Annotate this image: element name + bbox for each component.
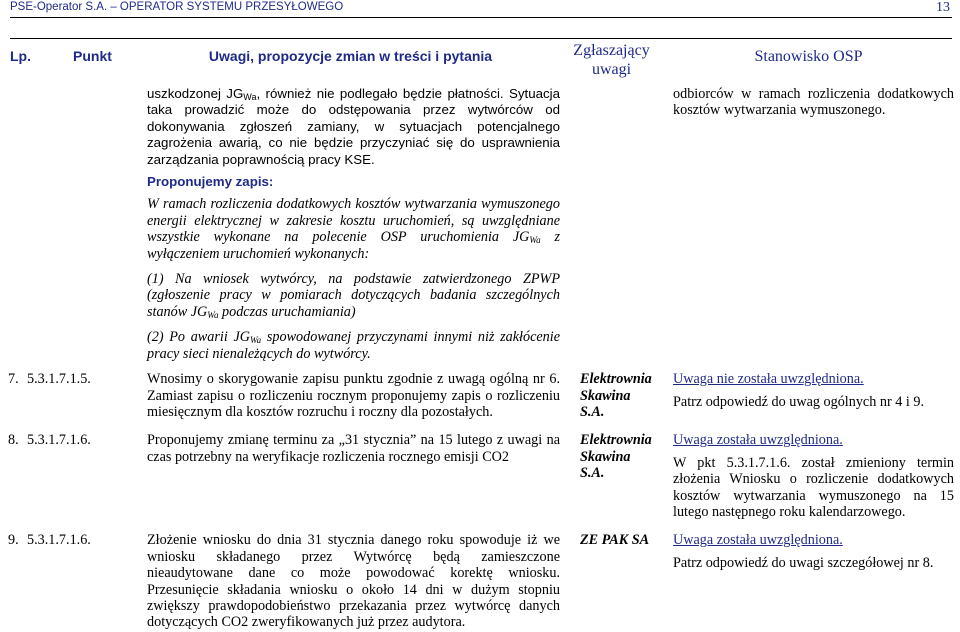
proposal-label: Proponujemy zapis:: [147, 174, 274, 190]
table-row: [8, 432, 954, 532]
uwagi-paragraph: [147, 86, 560, 168]
status-text: Uwaga została uwzględniona.: [673, 532, 843, 549]
proposal-text-part: W ramach rozliczenia dodatkowych kosztów wytwarzania wymuszonego energii elektrycznej w zakresie kosztu uruchomień, są uwzględniane wszystkie wykonane na polecenie OSP uruchomienia JG: [147, 196, 560, 246]
comments-table: [8, 40, 954, 631]
cell-zglaszajacy: Elektrownia Skawina S.A.: [580, 371, 652, 420]
table-row-continued: [8, 86, 954, 371]
stanowisko-text: Patrz odpowiedź do uwagi szczegółowej nr 8.: [673, 554, 934, 571]
table-row: [8, 532, 954, 630]
table-row: [8, 371, 954, 432]
uwagi-text: , również nie podlegało będzie płatności. Sytuacja taka prowadzić może do odstępowania przez wytwórców od dokonywania zgłoszeń zamiany, w sytuacjach potencjalnego zagrożenia awarią, co nie będzie przyczyniać się do usprawnienia zarządzania poprawnością pracy KSE.: [147, 86, 560, 167]
cell-uwagi: Złożenie wniosku do dnia 31 stycznia danego roku spowoduje iż we wniosku składanego przez Wytwórcę będą zamieszczone nieaudytowane dane co może powodować korektę wniosku. Przesunięcie składania wniosku o około 14 dni w dużym stopniu zwiększy prawdopodobieństwo przekazania przez wytwórcę danych dotyczących CO2 zweryfikowanych już przez audytora.: [147, 532, 560, 631]
cell-stanowisko: [663, 432, 954, 532]
cell-zglaszajacy: ZE PAK SA: [580, 532, 650, 549]
col-header-punkt: Punkt: [73, 48, 112, 64]
cell-lp: 7.: [8, 371, 19, 388]
proposal-item-1: [147, 271, 560, 320]
proposal-subscript: Wa: [207, 309, 219, 320]
proposal-text-part: z wyłączeniem uruchomień wykonanych:: [147, 229, 560, 262]
page-header: [0, 0, 960, 16]
uwagi-subscript: Wa: [243, 92, 257, 102]
proposal-item-2: [147, 329, 560, 371]
cell-punkt: 5.3.1.7.1.5.: [27, 371, 91, 388]
stanowisko-text: W pkt 5.3.1.7.1.6. został zmieniony termin złożenia Wniosku o rozliczenie dodatkowych kosztów wytwarzania wymuszonego na 15 lutego następnego roku kalendarzowego.: [673, 454, 954, 520]
status-text: Uwaga została uwzględniona.: [673, 432, 843, 449]
cell-punkt: 5.3.1.7.1.6.: [27, 432, 91, 449]
cell-zglaszajacy: Elektrownia Skawina S.A.: [580, 432, 652, 482]
proposal-item-text: spowodowanej przyczynami innymi niż zakłócenie pracy sieci nienależących do wytwórcy.: [147, 329, 561, 362]
cell-lp: 9.: [8, 532, 19, 549]
proposal-subscript: Wa: [529, 235, 541, 246]
cell-lp: 8.: [8, 432, 19, 449]
col-header-uwagi: Uwagi, propozycje zmian w treści i pytania: [208, 48, 493, 64]
cell-uwagi: Proponujemy zmianę terminu za „31 stycznia” na 15 lutego z uwagi na czas potrzebny na weryfikacje rozliczenia rocznego emisji CO2: [147, 432, 560, 465]
col-header-lp: Lp.: [10, 48, 31, 64]
cell-lp: [8, 86, 63, 371]
col-header-zglaszajacy-line2: uwagi: [591, 61, 632, 78]
col-header-stanowisko: Stanowisko OSP: [754, 48, 863, 65]
stanowisko-text: Patrz odpowiedź do uwag ogólnych nr 4 i 9.: [673, 393, 924, 410]
uwagi-text: uszkodzonej JG: [147, 86, 244, 101]
cell-uwagi: [141, 86, 560, 371]
page-number: 13: [936, 0, 950, 15]
col-header-zglaszajacy: [560, 40, 663, 86]
table-top-rule: [10, 38, 952, 39]
proposal-subscript: Wa: [250, 335, 262, 346]
header-company: PSE-Operator S.A. – OPERATOR SYSTEMU PRZESYŁOWEGO: [10, 1, 344, 13]
proposal-item-text: (1) Na wniosek wytwórcy, na podstawie zatwierdzonego ZPWP (zgłoszenie pracy w pomiarach dotyczących badania szczególnych stanów JG: [147, 271, 560, 320]
table-header-row: [8, 40, 954, 86]
stanowisko-text: odbiorców w ramach rozliczenia dodatkowych kosztów wytwarzania wymuszonego.: [673, 86, 954, 119]
proposal-item-text: podczas uruchamiania): [218, 303, 356, 320]
proposal-item-text: (2) Po awarii JG: [147, 329, 251, 346]
cell-zglaszajacy: [560, 86, 663, 371]
col-header-zglaszajacy-line1: Zgłaszający: [573, 42, 650, 59]
cell-punkt: 5.3.1.7.1.6.: [27, 532, 91, 549]
cell-stanowisko: [663, 532, 954, 630]
cell-stanowisko: [663, 371, 954, 432]
status-text: Uwaga nie została uwzględniona.: [673, 371, 864, 388]
cell-stanowisko: [663, 86, 954, 371]
header-rule: [10, 17, 952, 18]
proposal-text: [147, 196, 560, 262]
cell-uwagi: Wnosimy o skorygowanie zapisu punktu zgodnie z uwagą ogólną nr 6. Zamiast zapisu o rozliczeniu rocznym proponujemy zapis o rozliczeniu miesięcznym dla kosztów rozruchu i roczny dla pozostałych.: [147, 371, 560, 420]
cell-punkt: [63, 86, 141, 371]
